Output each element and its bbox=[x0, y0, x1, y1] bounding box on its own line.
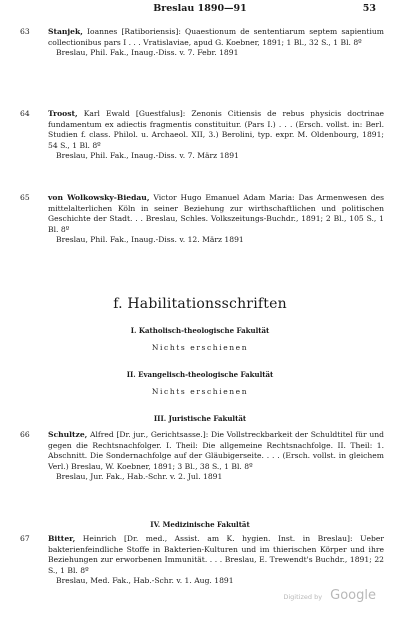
entry-number: 65 bbox=[20, 193, 30, 202]
entry-number: 67 bbox=[20, 534, 30, 543]
entry-citation bbox=[48, 534, 384, 576]
entry-text: Heinrich [Dr. med., Assist. am K. hygien. Inst. in Breslau]: Ueber bakterienfeindliche Stoffe in Bakterien-Kulturen und im thierischen Körper und ihre Beziehungen zur erworbenen Immunität. . . . Breslau, E. Trewendt's Buchdr., 1891; 22 S., 1 Bl. 8º bbox=[48, 534, 384, 575]
entry-citation bbox=[48, 193, 384, 235]
entry-number: 63 bbox=[20, 27, 30, 36]
faculty-note-catholic-theology: Nichts erschienen bbox=[151, 343, 249, 352]
faculty-heading-medicine: IV. Medizinische Fakultät bbox=[150, 520, 250, 529]
entry-64 bbox=[20, 109, 384, 162]
entry-63 bbox=[20, 27, 385, 59]
entry-65 bbox=[20, 193, 384, 246]
google-watermark bbox=[283, 584, 376, 603]
entry-habilitation-note: Breslau, Jur. Fak., Hab.-Schr. v. 2. Jul. 1891 bbox=[56, 472, 223, 482]
entry-text: Alfred [Dr. jur., Gerichtsasse.]: Die Vollstreckbarkeit der Schuldtitel für und gegen die Rechtsnachfolger. I. Theil: Die allgemeine Rechtsnachfolge. II. Theil: 1. Abschnitt. Die Sondernachfolge auf der Gläubigerseite. . . . (Ersch. vollst. in gleichem Verl.) Breslau, W. Koebner, 1891; 3 Bl., 38 S., 1 Bl. 8º bbox=[48, 430, 384, 471]
faculty-heading-law: III. Juristische Fakultät bbox=[153, 414, 247, 423]
entry-body bbox=[48, 534, 384, 587]
section-title: f. Habilitationsschriften bbox=[113, 296, 287, 312]
entry-citation bbox=[48, 109, 384, 151]
entry-number: 64 bbox=[20, 109, 30, 118]
faculty-heading-protestant-theology: II. Evangelisch-theologische Fakultät bbox=[126, 370, 274, 379]
entry-text: Victor Hugo Emanuel Adam Maria: Das Armenwesen des mittelalterlichen Köln in seiner Beziehung zur wirthschaftlichen und politischen Geschichte der Stadt. . . Breslau, Schles. Volkszeitungs-Buchdr., 1891; 2 Bl., 105 S., 1 Bl. 8º bbox=[48, 193, 384, 234]
entry-number: 66 bbox=[20, 430, 30, 439]
running-title: Breslau 1890—91 bbox=[153, 3, 247, 14]
entry-author: Troost, bbox=[48, 109, 78, 118]
google-logo: Google bbox=[330, 588, 376, 603]
entry-author: Bitter, bbox=[48, 534, 76, 543]
entry-author: Schultze, bbox=[48, 430, 88, 439]
faculty-heading-catholic-theology: I. Katholisch-theologische Fakultät bbox=[130, 326, 270, 335]
entry-dissertation-note: Breslau, Phil. Fak., Inaug.-Diss. v. 7. März 1891 bbox=[56, 151, 239, 161]
entry-habilitation-note: Breslau, Med. Fak., Hab.-Schr. v. 1. Aug. 1891 bbox=[56, 576, 234, 586]
entry-citation bbox=[48, 430, 384, 472]
entry-body bbox=[48, 193, 384, 246]
entry-text: Karl Ewald [Guestfalus]: Zenonis Citiensis de rebus physicis doctrinae fundamentum ex adiectis fragmentis constituitur. (Pars I.) . . . (Ersch. vollst. in: Berl. Studien f. class. Philol. u. Archaeol. XII, 3.) Berolini, typ. expr. M. Oldenbourg, 1891; 54 S., 1 Bl. 8º bbox=[48, 109, 384, 150]
entry-author: Stanjek, bbox=[48, 27, 83, 36]
entry-body bbox=[48, 430, 384, 483]
entry-66 bbox=[20, 430, 384, 483]
entry-dissertation-note: Breslau, Phil. Fak., Inaug.-Diss. v. 7. Febr. 1891 bbox=[56, 48, 239, 58]
entry-dissertation-note: Breslau, Phil. Fak., Inaug.-Diss. v. 12. März 1891 bbox=[56, 235, 244, 245]
entry-text: Ioannes [Ratiboriensis]: Quaestionum de sententiarum septem sapientium collectionibus pars I . . . Vratislaviae, apud G. Koebner, 1891; 1 Bl., 32 S., 1 Bl. 8º bbox=[48, 27, 385, 47]
running-header bbox=[24, 3, 376, 17]
page-number: 53 bbox=[362, 3, 376, 14]
entry-67 bbox=[20, 534, 384, 587]
entry-body bbox=[48, 27, 384, 59]
watermark-prefix: Digitized by bbox=[283, 593, 323, 601]
entry-body bbox=[48, 109, 384, 162]
entry-citation bbox=[48, 27, 384, 48]
entry-author: von Wolkowsky-Biedau, bbox=[48, 193, 150, 202]
faculty-note-protestant-theology: Nichts erschienen bbox=[151, 387, 249, 396]
